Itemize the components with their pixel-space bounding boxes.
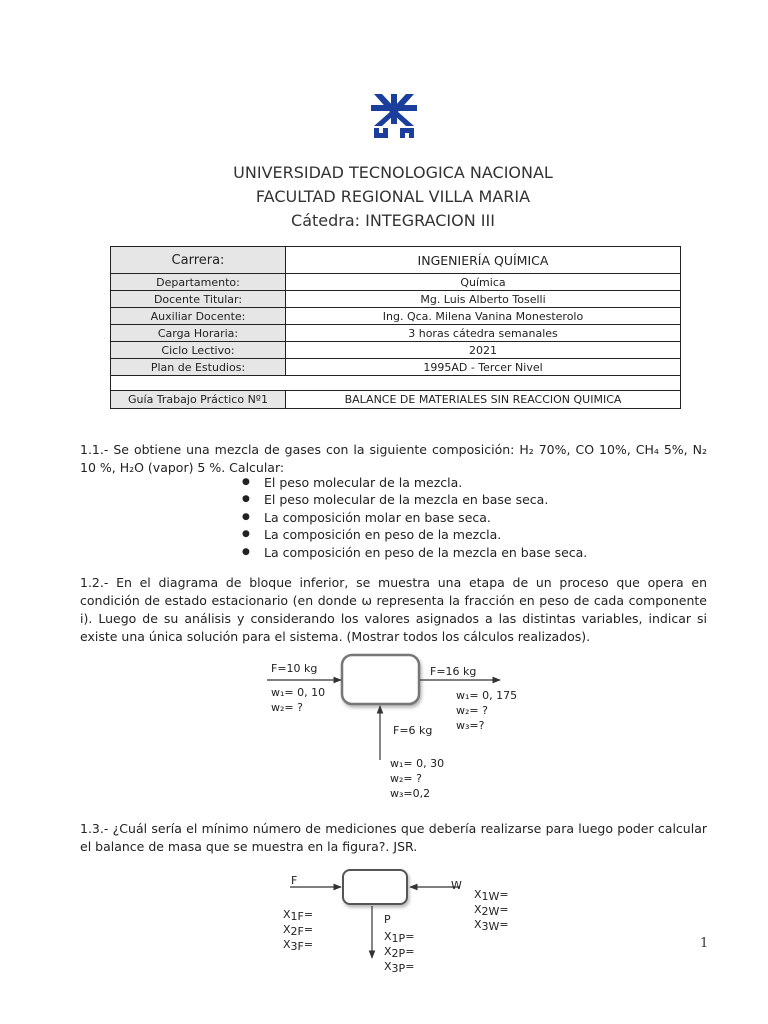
course-name: Cátedra: INTEGRACION III	[291, 211, 495, 230]
x2p-label: X2P=	[384, 945, 415, 960]
question-1-2-text: 1.2.- En el diagrama de bloque inferior, se muestra una etapa de un proceso que opera en condición de estado estacionario (en donde ω representa la fracción en peso de cada componente i). Luego de su análisis y considerando los valores asignados a las distintas variables, indicar si existe una única solución para el sistema. (Mostrar todos los cálculos realizados).	[80, 575, 707, 644]
x2f-label: X2F=	[283, 923, 314, 938]
input-left-w2: w₂= ?	[271, 701, 303, 714]
output-flow: F=16 kg	[430, 665, 477, 678]
row-value: BALANCE DE MATERIALES SIN REACCION QUIMICA	[286, 391, 681, 409]
list-item: ● La composición en peso de la mezcla.	[242, 526, 587, 543]
stream-f-label: F	[291, 874, 298, 887]
row-value: 2021	[286, 342, 681, 359]
row-label: Departamento:	[111, 274, 286, 291]
question-1-1-text: 1.1.- Se obtiene una mezcla de gases con la siguiente composición: H₂ 70%, CO 10%, CH₄ 5%, N₂ 10 %, H₂O (vapor) 5 %. Calcular:	[80, 442, 707, 475]
row-value: 1995AD - Tercer Nivel	[286, 359, 681, 376]
row-value: Ing. Qca. Milena Vanina Monesterolo	[286, 308, 681, 325]
row-label: Carga Horaria:	[111, 325, 286, 342]
row-value: INGENIERÍA QUÍMICA	[286, 247, 681, 274]
faculty-name: FACULTAD REGIONAL VILLA MARIA	[255, 187, 531, 206]
list-item: ● El peso molecular de la mezcla.	[242, 474, 587, 491]
input-left-flow: F=10 kg	[271, 662, 318, 675]
row-label: Auxiliar Docente:	[111, 308, 286, 325]
question-1-3-text: 1.3.- ¿Cuál sería el mínimo número de mediciones que debería realizarse para luego poder calcular el balance de masa que se muestra en la figura?. JSR.	[80, 821, 707, 854]
input-bottom-w2: w₂= ?	[390, 772, 422, 785]
page-number: 1	[700, 936, 709, 951]
x3f-label: X3F=	[283, 938, 314, 953]
row-value: Mg. Luis Alberto Toselli	[286, 291, 681, 308]
list-item: ● La composición molar en base seca.	[242, 509, 587, 526]
input-left-w1: w₁= 0, 10	[271, 686, 326, 699]
row-label: Ciclo Lectivo:	[111, 342, 286, 359]
x1f-label: X1F=	[283, 908, 314, 923]
stream-p-label: P	[384, 913, 391, 926]
output-w2: w₂= ?	[456, 704, 488, 717]
output-w3: w₃=?	[456, 719, 485, 732]
input-bottom-w1: w₁= 0, 30	[390, 757, 445, 770]
x2w-label: X2W=	[474, 903, 509, 918]
x1w-label: X1W=	[474, 888, 509, 903]
x3p-label: X3P=	[384, 960, 415, 975]
university-name: UNIVERSIDAD TECNOLOGICA NACIONAL	[233, 163, 553, 182]
row-label: Guía Trabajo Práctico Nº1	[111, 391, 286, 409]
row-value: 3 horas cátedra semanales	[286, 325, 681, 342]
row-label: Docente Titular:	[111, 291, 286, 308]
stream-w-label: W	[451, 879, 462, 892]
x1p-label: X1P=	[384, 930, 415, 945]
row-label: Plan de Estudios:	[111, 359, 286, 376]
input-bottom-flow: F=6 kg	[393, 724, 433, 737]
x3w-label: X3W=	[474, 918, 509, 933]
list-item: ● La composición en peso de la mezcla en base seca.	[242, 544, 587, 561]
process-block	[343, 870, 407, 904]
output-w1: w₁= 0, 175	[456, 689, 518, 702]
row-label: Carrera:	[111, 247, 286, 274]
list-item: ● El peso molecular de la mezcla en base seca.	[242, 491, 587, 508]
row-value: Química	[286, 274, 681, 291]
input-bottom-w3: w₃=0,2	[390, 787, 431, 800]
